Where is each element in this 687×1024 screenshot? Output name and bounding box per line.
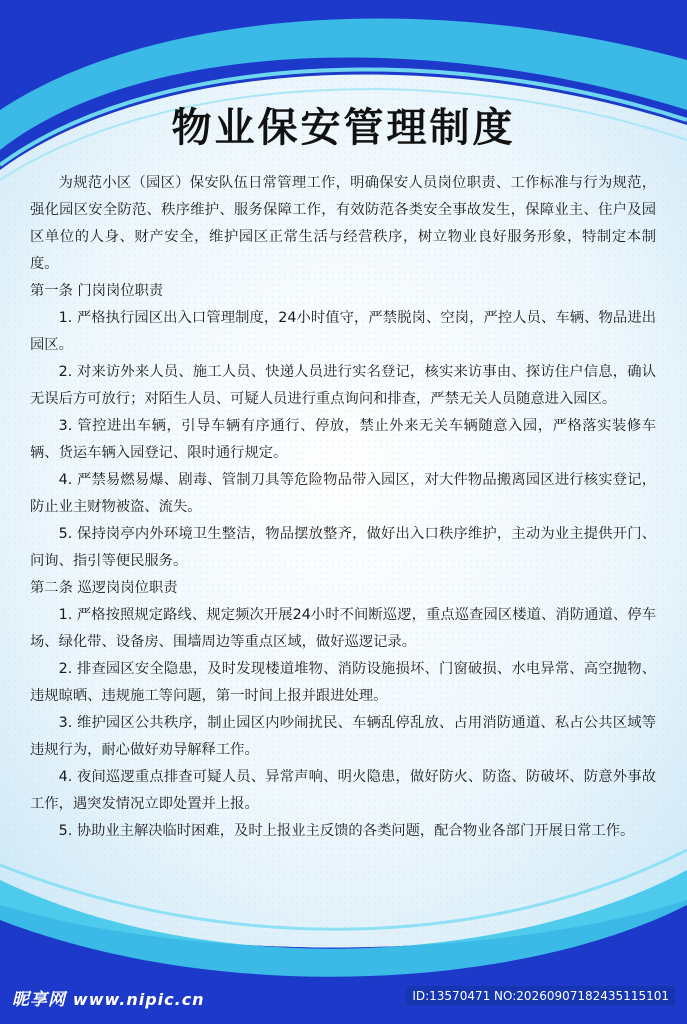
section-heading: 第二条 巡逻岗岗位职责 xyxy=(30,580,178,596)
list-item: 3. 管控进出车辆，引导车辆有序通行、停放，禁止外来无关车辆随意入园，严格落实装修车辆、货运车辆入园登记、限时通行规定。 xyxy=(30,418,656,461)
intro-paragraph: 为规范小区（园区）保安队伍日常管理工作，明确保安人员岗位职责、工作标准与行为规范，强化园区安全防范、秩序维护、服务保障工作，有效防范各类安全事故发生，保障业主、住户及园区单位的人身、财产安全，维护园区正常生活与经营秩序，树立物业良好服务形象，特制定本制度。 xyxy=(30,175,656,272)
list-item: 4. 夜间巡逻重点排查可疑人员、异常声响、明火隐患，做好防火、防盗、防破坏、防意外事故工作，遇突发情况立即处置并上报。 xyxy=(30,769,656,812)
image-id-label: ID:13570471 NO:20260907182435115101 xyxy=(406,986,675,1006)
list-item: 1. 严格按照规定路线、规定频次开展24小时不间断巡逻，重点巡查园区楼道、消防通道、停车场、绿化带、设备房、围墙周边等重点区域，做好巡逻记录。 xyxy=(30,607,656,650)
list-item: 2. 对来访外来人员、施工人员、快递人员进行实名登记，核实来访事由、探访住户信息，确认无误后方可放行；对陌生人员、可疑人员进行重点询问和排查，严禁无关人员随意进入园区。 xyxy=(30,364,656,407)
section-heading: 第一条 门岗岗位职责 xyxy=(30,283,164,299)
site-url: www.nipic.cn xyxy=(72,990,205,1009)
list-item: 2. 排查园区安全隐患，及时发现楼道堆物、消防设施损坏、门窗破损、水电异常、高空抛物、违规晾晒、违规施工等问题，第一时间上报并跟进处理。 xyxy=(30,661,656,704)
list-item: 3. 维护园区公共秩序，制止园区内吵闹扰民、车辆乱停乱放、占用消防通道、私占公共区域等违规行为，耐心做好劝导解释工作。 xyxy=(30,715,656,758)
logo-text: 昵享网 xyxy=(12,990,66,1010)
document-body xyxy=(30,170,656,845)
document-title: 物业保安管理制度 xyxy=(171,105,516,151)
watermark-logo xyxy=(12,985,205,1010)
list-item: 1. 严格执行园区出入口管理制度，24小时值守，严禁脱岗、空岗，严控人员、车辆、物品进出园区。 xyxy=(30,310,656,353)
list-item: 5. 保持岗亭内外环境卫生整洁，物品摆放整齐，做好出入口秩序维护，主动为业主提供开门、问询、指引等便民服务。 xyxy=(30,526,656,569)
list-item: 4. 严禁易燃易爆、剧毒、管制刀具等危险物品带入园区，对大件物品搬离园区进行核实登记，防止业主财物被盗、流失。 xyxy=(30,472,656,515)
list-item: 5. 协助业主解决临时困难，及时上报业主反馈的各类问题，配合物业各部门开展日常工作。 xyxy=(58,823,635,839)
